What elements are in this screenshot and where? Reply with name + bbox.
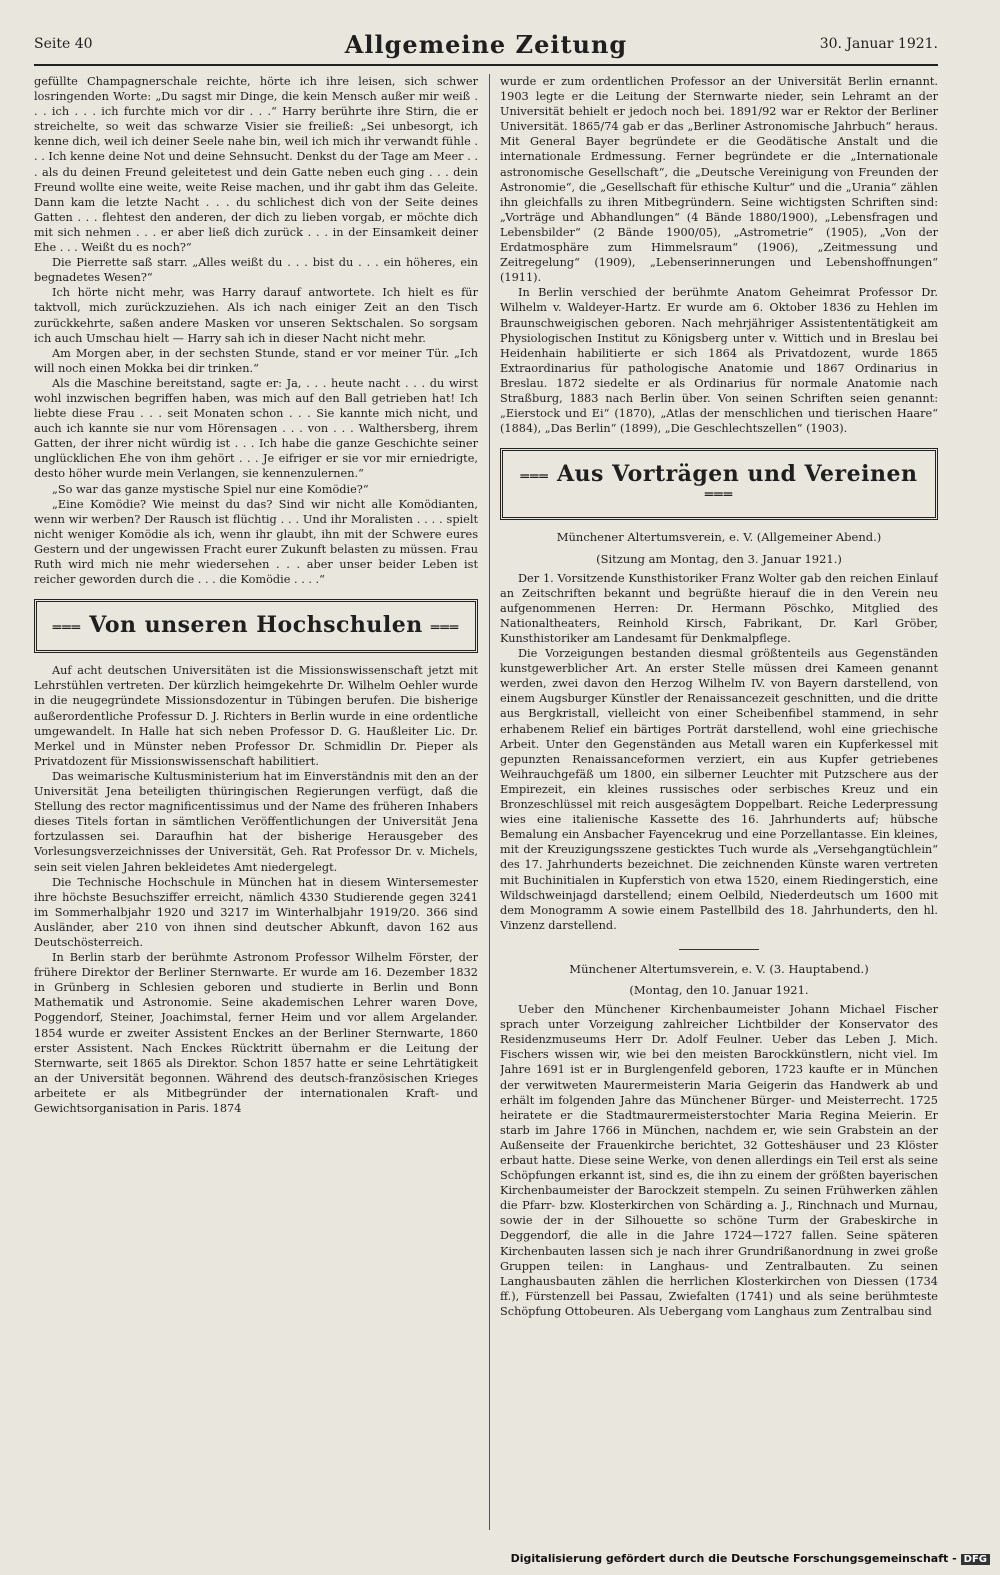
page-header xyxy=(34,30,938,66)
issue-date: 30. Januar 1921. xyxy=(819,36,938,52)
story-paragraph: gefüllte Champagnerschale reichte, hörte ich ihre leisen, sich schwer losringenden Worte: „Du sagst mir Dinge, die kein Mensch außer mir weiß . . . ich . . . ich furchte mich vor dir . . .“ Harry berührte ihre Stirn, die er streichelte, so weit das schwarze Visier sie freiließ: „Sei unbesorgt, ich kenne dich, weil ich deiner Seele nahe bin, weil ich mich ihr verwandt fühle . . . Ich kenne deine Not und deine Sehnsucht. Denkst du der Tage am Meer . . . als du deinen Freund geleitetest und dein Gatte neben euch ging . . . dein Freund wollte eine weite, weite Reise machen, und ihr gabt ihm das Geleite. Dann kam die letzte Nacht . . . du schlichest dich von der Seite deines Gatten . . . flehtest den anderen, der dich zu lieben vorgab, er möchte dich mit sich nehmen . . . er aber ließ dich zurück . . . in der Einsamkeit deiner Ehe . . . Weißt du es noch?“ xyxy=(34,75,478,255)
newspaper-title: Allgemeine Zeitung xyxy=(344,30,628,59)
right-column xyxy=(500,74,938,1530)
heading-ornament-left: ═══ xyxy=(52,620,82,637)
hochschulen-continuation xyxy=(500,74,938,436)
section-separator xyxy=(679,949,759,950)
story-paragraph: „Eine Komödie? Wie meinst du das? Sind wir nicht alle Komödianten, wenn wir werben? Der Rausch ist flüchtig . . . Und ihr Moralisten . . . . spielt nicht weniger Komödie als ich, wenn ihr glaubt, ihn mit der Schwere eures Gestern und der ungewissen Fracht eurer Zukunft belasten zu müssen. Frau Ruth wird mich nie mehr wiedersehen . . . aber unser beider Leben ist reicher geworden durch die . . . die Komödie . . . .“ xyxy=(34,497,478,587)
article-paragraph: In Berlin verschied der berühmte Anatom Geheimrat Professor Dr. Wilhelm v. Waldeyer-Hartz. Er wurde am 6. Oktober 1836 zu Hehlen im Braunschweigischen geboren. Nach mehrjähriger Assistententätigkeit am Physiologischen Institut zu Königsberg unter v. Wittich und in Breslau bei Heidenhain habilitierte er sich 1864 als Privatdozent, wurde 1865 Extraordinarius für pathologische Anatomie und 1867 Ordinarius in Breslau. 1872 siedelte er als Ordinarius für normale Anatomie nach Straßburg, 1883 nach Berlin über. Von seinen Schriften seien genannt: „Eierstock und Ei“ (1870), „Atlas der menschlichen und tierischen Haare“ (1884), „Das Berlin“ (1899), „Die Geschlechtszellen“ (1903). xyxy=(500,286,938,436)
section-heading-text: Von unseren Hochschulen xyxy=(89,612,423,639)
heading-ornament-right: ═══ xyxy=(430,620,460,637)
article-paragraph: Die Technische Hochschule in München hat in diesem Wintersemester ihre höchste Besuchsziffer erreicht, nämlich 4330 Studierende gegen 3241 im Sommerhalbjahr 1920 und 3217 im Winterhalbjahr 1919/20. 366 sind Ausländer, aber 210 von ihnen sind deutscher Abkunft, davon 162 aus Deutschösterreich. xyxy=(34,875,478,949)
heading-ornament-right: ═══ xyxy=(704,487,734,504)
meeting-title: Münchener Altertumsverein, e. V. (Allgemeiner Abend.) xyxy=(556,530,882,545)
report-paragraph: Der 1. Vorsitzende Kunsthistoriker Franz Wolter gab den reichen Einlauf an Zeitschriften bekannt und begrüßte hierauf die in den Verein neu aufgenommenen Herren: Dr. Hermann Pöschko, Mitglied des Nationaltheaters, Reinhold Kirsch, Fabrikant, Dr. Karl Gröber, Kunsthistoriker am Landesamt für Denkmalpflege. xyxy=(500,571,938,645)
story-paragraph: Die Pierrette saß starr. „Alles weißt du . . . bist du . . . ein höheres, ein begnadetes Wesen?“ xyxy=(34,256,478,285)
section-heading-hochschulen xyxy=(34,599,478,653)
meeting-report-1 xyxy=(500,530,938,932)
column-divider xyxy=(489,74,490,1530)
meeting-report-2 xyxy=(500,962,938,1319)
dfg-logo: DFG xyxy=(961,1554,990,1565)
article-paragraph: Das weimarische Kultusministerium hat im Einverständnis mit den an der Universität Jena beteiligten thüringischen Regierungen verfügt, daß die Stellung des rector magnificentissimus und der Name des früheren Inhabers dieses Titels fortan in sämtlichen Veröffentlichungen der Universität Jena fortzulassen sei. Daraufhin hat der bisherige Herausgeber des Vorlesungsverzeichnisses der Universität, Geh. Rat Professor Dr. v. Michels, sein seit vielen Jahren bekleidetes Amt niedergelegt. xyxy=(34,769,478,874)
report-paragraph: Ueber den Münchener Kirchenbaumeister Johann Michael Fischer sprach unter Vorzeigung zahlreicher Lichtbilder der Konservator des Residenzmuseums Herr Dr. Adolf Feulner. Ueber das Leben J. Mich. Fischers wissen wir, wie bei den meisten Barockkünstlern, nicht viel. Im Jahre 1691 ist er in Burglengenfeld geboren, 1723 kaufte er in München der verwitweten Maurermeisterin Maria Geigerin das Handwerk ab und erhält im folgenden Jahre das Münchener Bürger- und Meisterrecht. 1725 heiratete er die Stadtmaurermeisterstochter Maria Regina Meierin. Er starb im Jahre 1766 in München, nachdem er, wie sein Grabstein an der Außenseite der Frauenkirche berichtet, 32 Gotteshäuser und 23 Klöster erbaut hatte. Diese seine Werke, von denen allerdings ein Teil erst als seine Schöpfungen erkannt ist, sind es, die ihn zu einem der größten bayerischen Kirchenbaumeister der Barockzeit stempeln. Zu seinen Frühwerken zählen die Pfarr- bzw. Klosterkirchen von Schärding a. J., Rinchnach und Murnau, sowie der in der Silhouette so schöne Turm der Grabeskirche in Deggendorf, die alle in die Jahre 1724—1727 fallen. Seine späteren Kirchenbauten lassen sich je nach ihrer Grundrißanordnung in zwei große Gruppen teilen: in Langhaus- und Zentralbauten. Zu seinen Langhausbauten zählen die herrlichen Klosterkirchen von Diessen (1734 ff.), Fürstenzell bei Passau, Zwiefalten (1741) und als seine berühmteste Schöpfung Ottobeuren. Als Uebergang vom Langhaus zum Zentralbau sind xyxy=(500,1003,938,1318)
meeting-date: (Montag, den 10. Januar 1921. xyxy=(629,982,809,997)
meeting-date: (Sitzung am Montag, den 3. Januar 1921.) xyxy=(596,551,842,566)
report-paragraph: Die Vorzeigungen bestanden diesmal größtenteils aus Gegenständen kunstgewerblicher Art. An erster Stelle müssen drei Kameen genannt werden, zwei davon den Herzog Wilhelm IV. von Bayern darstellend, von einem Augsburger Künstler der Renaissancezeit geschnitten, und die dritte aus Bergkristall, vielleicht von einer Scheibenfibel stammend, in sehr erhabenem Relief ein bärtiges Porträt darstellend, wohl eine griechische Arbeit. Unter den Gegenständen aus Metall waren ein Kupferkessel mit gepunzten Renaissanceformen verziert, ein aus Kupfer getriebenes Weihrauchgefäß um 1800, ein silberner Leuchter mit Putzschere aus der Empirezeit, ein kleines russisches oder serbisches Kreuz und ein Bronzeschlüssel mit reich ausgesägtem Doppelbart. Reiche Lederpressung wies eine italienische Kassette des 16. Jahrhunderts auf; hübsche Bemalung ein Ansbacher Fayencekrug und eine Porzellantasse. Ein kleines, mit der Kreuzigungsszene gesticktes Tuch wurde als „Versehgangtüchlein“ des 17. Jahrhunderts bezeichnet. Die zeichnenden Künste waren vertreten mit Buchinitialen in Kupferstich von etwa 1520, einem Riedingerstich, eine Wildschweinjagd darstellend; einem Oelbild, Niederdeutsch um 1600 mit dem Monogramm A sowie einem Pastellbild des 18. Jahrhunderts, den hl. Vinzenz darstellend. xyxy=(500,647,938,932)
story-paragraph: Am Morgen aber, in der sechsten Stunde, stand er vor meiner Tür. „Ich will noch einen Mokka bei dir trinken.“ xyxy=(34,346,478,375)
article-paragraph: Auf acht deutschen Universitäten ist die Missionswissenschaft jetzt mit Lehrstühlen vertreten. Der kürzlich heimgekehrte Dr. Wilhelm Oehler wurde in die neugegründete Missionsdozentur in Tübingen berufen. Die bisherige außerordentliche Professur D. J. Richters in Berlin wurde in eine ordentliche umgewandelt. In Halle hat sich neben Professor D. G. Haußleiter Lic. Dr. Merkel und in Münster neben Professor Dr. Schmidlin Dr. Pieper als Privatdozent für Missionswissenschaft habilitiert. xyxy=(34,664,478,768)
story-paragraph: Als die Maschine bereitstand, sagte er: Ja, . . . heute nacht . . . du wirst wohl inzwischen begriffen haben, was mich auf den Ball getrieben hat! Ich liebte diese Frau . . . seit Monaten schon . . . Sie kannte mich nicht, und auch ich kannte sie nur vom Hörensagen . . . von . . . Walthersberg, ihrem Gatten, der ihrer nicht würdig ist . . . Ich habe die ganze Geschichte seiner unglücklichen Ehe von ihm gehört . . . Je eifriger er sie vor mir erniedrigte, desto höher wurde mein Verlangen, sie kennenzulernen.“ xyxy=(34,376,478,481)
left-column xyxy=(34,74,478,1530)
meeting-title: Münchener Altertumsverein, e. V. (3. Hauptabend.) xyxy=(569,961,869,976)
credit-text: Digitalisierung gefördert durch die Deutsche Forschungsgemeinschaft - xyxy=(510,1552,957,1565)
article-paragraph: In Berlin starb der berühmte Astronom Professor Wilhelm Förster, der frühere Direktor der Berliner Sternwarte. Er wurde am 16. Dezember 1832 in Grünberg in Schlesien geboren und studierte in Berlin und Bonn Mathematik und Astronomie. Seine akademischen Lehrer waren Dove, Poggendorf, Steiner, Joachimstal, ferner Heim und vor allem Argelander. 1854 wurde er zweiter Assistent Enckes an der Berliner Sternwarte, 1860 erster Assistent. Nach Enckes Rücktritt übernahm er die Leitung der Sternwarte, seit 1865 als Direktor. Schon 1857 hatte er seine Lehrtätigkeit an der Universität begonnen. Während des deutsch-französischen Krieges arbeitete er als Mitbegründer der internationalen Kraft- und Gewichtsorganisation in Paris. 1874 xyxy=(34,951,478,1115)
page-number: Seite 40 xyxy=(34,36,93,52)
section-heading-text: Aus Vorträgen und Vereinen xyxy=(556,461,918,488)
section-heading-vereine xyxy=(500,448,938,520)
story-paragraph: Ich hörte nicht mehr, was Harry darauf antwortete. Ich hielt es für taktvoll, mich zurückzuziehen. Als ich nach einiger Zeit an den Tisch zurückkehrte, saßen andere Masken vor unseren Sektschalen. So sorgsam ich auch Umschau hielt — Harry sah ich in dieser Nacht nicht mehr. xyxy=(34,286,478,345)
hochschulen-article xyxy=(34,663,478,1116)
digitization-credit xyxy=(511,1552,990,1565)
heading-ornament-left: ═══ xyxy=(520,469,549,486)
story-paragraph: „So war das ganze mystische Spiel nur eine Komödie?“ xyxy=(52,482,369,496)
article-paragraph: wurde er zum ordentlichen Professor an der Universität Berlin ernannt. 1903 legte er die Leitung der Sternwarte nieder, sein Lehramt an der Universität behielt er jedoch noch bei. 1891/92 war er Rektor der Berliner Universität. 1865/74 gab er das „Berliner Astronomische Jahrbuch“ heraus. Mit General Bayer begründete er die Geodätische Anstalt und die internationale Erdmessung. Ferner begründete er die „Internationale astronomische Gesellschaft“, die „Deutsche Vereinigung von Freunden der Astronomie“, die „Gesellschaft für ethische Kultur“ und die „Urania“ zählen ihn gleichfalls zu ihren Mitbegründern. Seine wichtigsten Schriften sind: „Vorträge und Abhandlungen“ (4 Bände 1880/1900), „Lebensfragen und Lebensbilder“ (2 Bände 1900/05), „Astrometrie“ (1905), „Von der Erdatmosphäre zum Himmelsraum“ (1906), „Zeitmessung und Zeitregelung“ (1909), „Lebenserinnerungen und Lebenshoffnungen“ (1911). xyxy=(500,75,938,285)
story-continuation xyxy=(34,74,478,587)
